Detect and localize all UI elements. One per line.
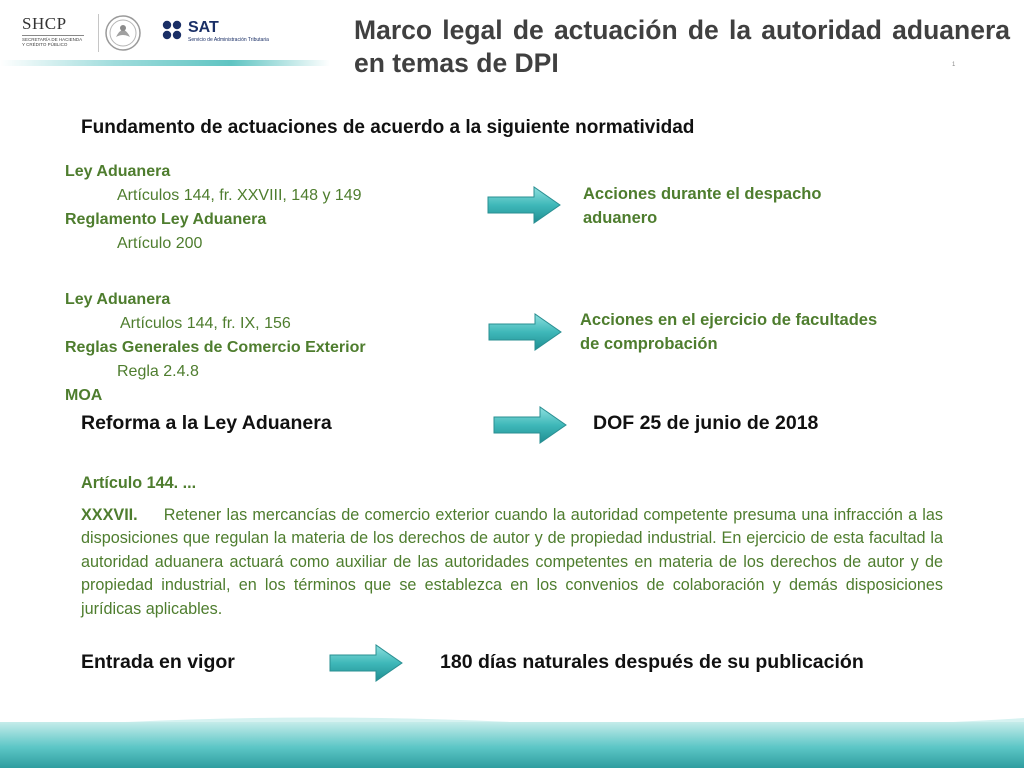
action-result-1 <box>583 182 943 230</box>
law-articles: Artículos 144, fr. IX, 156 <box>120 315 291 332</box>
legal-basis-group-1 <box>65 160 485 256</box>
mexico-seal-icon <box>104 13 142 53</box>
header-accent-line <box>0 60 330 66</box>
article-paragraph <box>81 504 943 622</box>
law-name: Ley Aduanera <box>65 291 171 308</box>
slide-title: Marco legal de actuación de la autoridad aduanera en temas de DPI <box>354 15 1010 78</box>
sat-logo-icon <box>162 20 184 42</box>
right-arrow-icon <box>486 185 562 225</box>
reform-label: Reforma a la Ley Aduanera <box>81 412 332 434</box>
entry-value: 180 días naturales después de su publicación <box>440 651 864 673</box>
reform-date: DOF 25 de junio de 2018 <box>593 412 819 434</box>
law-name: Ley Aduanera <box>65 163 171 180</box>
article-body: Retener las mercancías de comercio exterior cuando la autoridad competente presuma una infracción a las disposiciones que regulan la materia de los derechos de autor y de propiedad industrial. En ejercicio de esta facultad la autoridad aduanera actuará como auxiliar de las autoridades competentes en materia de los derechos de autor y de propiedad industrial, en los términos que se establezca en los convenios de colaboración y demás disposiciones jurídicas aplicables. <box>81 505 943 618</box>
shcp-logo <box>22 14 92 50</box>
sat-logo <box>162 18 282 46</box>
right-arrow-icon <box>492 405 568 445</box>
shcp-logo-subtitle: SECRETARÍA DE HACIENDA Y CRÉDITO PÚBLICO <box>22 37 83 47</box>
law-articles: Regla 2.4.8 <box>117 363 199 380</box>
section-heading: Fundamento de actuaciones de acuerdo a la siguiente normatividad <box>81 117 695 138</box>
law-name: MOA <box>65 387 103 404</box>
law-name: Reglamento Ley Aduanera <box>65 211 267 228</box>
shcp-logo-rule <box>22 35 84 36</box>
right-arrow-icon <box>328 643 404 683</box>
article-fraction-number: XXXVII. <box>81 505 138 524</box>
footer-band <box>0 722 1024 768</box>
sat-logo-subtitle: Servicio de Administración Tributaria <box>188 37 269 43</box>
right-arrow-icon <box>487 312 563 352</box>
law-name: Reglas Generales de Comercio Exterior <box>65 339 366 356</box>
action-result-line: aduanero <box>583 209 658 227</box>
action-result-line: Acciones durante el despacho <box>583 185 822 203</box>
article-block <box>81 472 943 621</box>
law-articles: Artículos 144, fr. XXVIII, 148 y 149 <box>117 187 362 204</box>
action-result-2 <box>580 308 980 356</box>
legal-basis-group-2 <box>65 288 485 408</box>
entry-label: Entrada en vigor <box>81 651 235 673</box>
action-result-line: de comprobación <box>580 335 718 353</box>
sat-logo-text: SAT <box>188 19 219 36</box>
logo-divider <box>98 14 99 52</box>
shcp-logo-text: SHCP <box>22 14 67 33</box>
page-mark: 1 <box>952 62 956 68</box>
action-result-line: Acciones en el ejercicio de facultades <box>580 311 878 329</box>
article-heading: Artículo 144. ... <box>81 474 197 492</box>
law-articles: Artículo 200 <box>117 235 203 252</box>
